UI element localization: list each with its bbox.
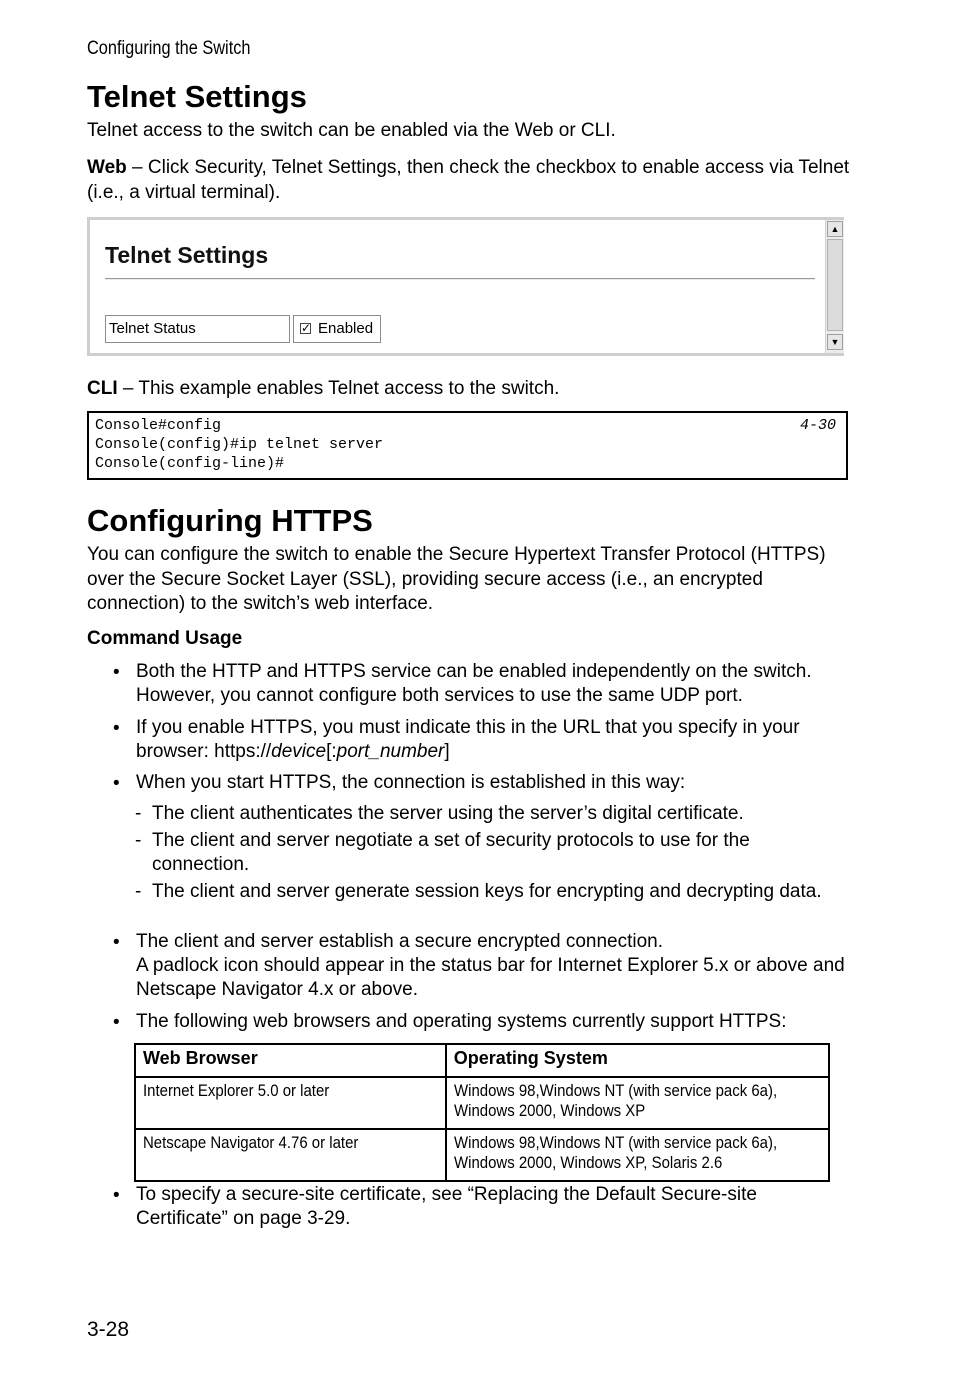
code-line: Console#config [95, 417, 222, 434]
table-header-row [135, 1044, 829, 1077]
url-port: port_number [336, 741, 445, 762]
table-cell [446, 1129, 829, 1181]
telnet-heading: Telnet Settings [87, 79, 307, 114]
code-line: Console(config-line)# [95, 455, 285, 472]
telnet-settings-screenshot [87, 217, 844, 356]
sub-step: The client and server negotiate a set of security protocols to use for the connection. [152, 830, 750, 875]
https-heading: Configuring HTTPS [87, 503, 373, 538]
arrow-down-icon[interactable]: ▼ [827, 334, 843, 350]
dash-marker: - [135, 881, 142, 902]
dash-marker: - [135, 803, 142, 824]
scrollbar[interactable] [825, 220, 844, 353]
url-bracket-close: ] [444, 741, 450, 762]
cli-label: CLI [87, 378, 118, 399]
browser-name: Netscape Navigator 4.76 or later [143, 1133, 359, 1152]
usage-item: When you start HTTPS, the connection is established in this way: [136, 772, 686, 793]
web-label: Web [87, 157, 127, 178]
table-cell [446, 1077, 829, 1129]
usage-item [136, 716, 856, 764]
os-line: Windows 2000, Windows XP [453, 1101, 646, 1120]
screenshot-divider [105, 278, 815, 280]
table-header: Operating System [446, 1044, 829, 1077]
url-device: device [271, 741, 327, 762]
url-bracket-open: [: [326, 741, 337, 762]
arrow-up-icon[interactable]: ▲ [827, 221, 843, 237]
telnet-intro: Telnet access to the switch can be enabled via the Web or CLI. [87, 120, 616, 141]
bullet-icon: • [113, 662, 120, 683]
cli-text: – This example enables Telnet access to the switch. [117, 378, 560, 399]
telnet-status-cell [293, 315, 381, 343]
usage-item: Both the HTTP and HTTPS service can be enabled independently on the switch. However, you cannot configure both services to use the same UDP port. [136, 661, 812, 706]
code-line: Console(config)#ip telnet server [95, 436, 384, 453]
browser-name: Internet Explorer 5.0 or later [143, 1081, 330, 1100]
browser-support-table [134, 1043, 830, 1182]
bullet-icon: • [113, 1012, 120, 1033]
web-instructions [87, 155, 857, 205]
bullet-icon: • [113, 718, 120, 739]
cli-instructions [87, 376, 857, 401]
checkbox-label: Enabled [318, 320, 374, 337]
telnet-enabled-checkbox[interactable]: ✓ [301, 321, 312, 335]
running-head: Configuring the Switch [87, 38, 251, 59]
screenshot-title: Telnet Settings [105, 242, 269, 268]
os-line: Windows 2000, Windows XP, Solaris 2.6 [453, 1153, 723, 1172]
usage-note: A padlock icon should appear in the status bar for Internet Explorer 5.x or above and Netscape Navigator 4.x or above. [136, 955, 845, 1000]
dash-marker: - [135, 830, 142, 851]
command-usage-heading: Command Usage [87, 628, 243, 649]
scrollbar-thumb[interactable] [827, 239, 843, 331]
usage-item: The following web browsers and operating systems currently support HTTPS: [136, 1011, 787, 1032]
usage-text: If you enable HTTPS, you must indicate this in the URL that you specify in your browser: https:// [136, 717, 800, 762]
bullet-icon: • [113, 932, 120, 953]
table-row [135, 1129, 829, 1181]
https-intro: You can configure the switch to enable the Secure Hypertext Transfer Protocol (HTTPS) over the Secure Socket Layer (SSL), providing secure access (i.e., an encrypted connection) to the switch’s web interface. [87, 544, 826, 614]
bullet-icon: • [113, 1185, 120, 1206]
telnet-status-label: Telnet Status [105, 315, 290, 343]
os-line: Windows 98,Windows NT (with service pack 6a), [453, 1133, 777, 1152]
table-cell [135, 1077, 446, 1129]
bullet-icon: • [113, 773, 120, 794]
usage-item: To specify a secure-site certificate, see “Replacing the Default Secure-site Certificate” on page 3-29. [136, 1184, 757, 1229]
page-number: 3-28 [87, 1318, 130, 1341]
web-text: – Click Security, Telnet Settings, then check the checkbox to enable access via Telnet (i.e., a virtual terminal). [87, 157, 850, 203]
sub-step: The client authenticates the server using the server’s digital certificate. [152, 803, 744, 824]
code-block [87, 411, 848, 480]
os-line: Windows 98,Windows NT (with service pack 6a), [453, 1081, 777, 1100]
table-cell [135, 1129, 446, 1181]
code-page-ref: 4-30 [799, 417, 836, 434]
usage-item [136, 930, 856, 1002]
sub-step: The client and server generate session keys for encrypting and decrypting data. [152, 881, 822, 902]
table-row [135, 1077, 829, 1129]
table-header: Web Browser [135, 1044, 446, 1077]
usage-text: The client and server establish a secure encrypted connection. [136, 931, 664, 952]
